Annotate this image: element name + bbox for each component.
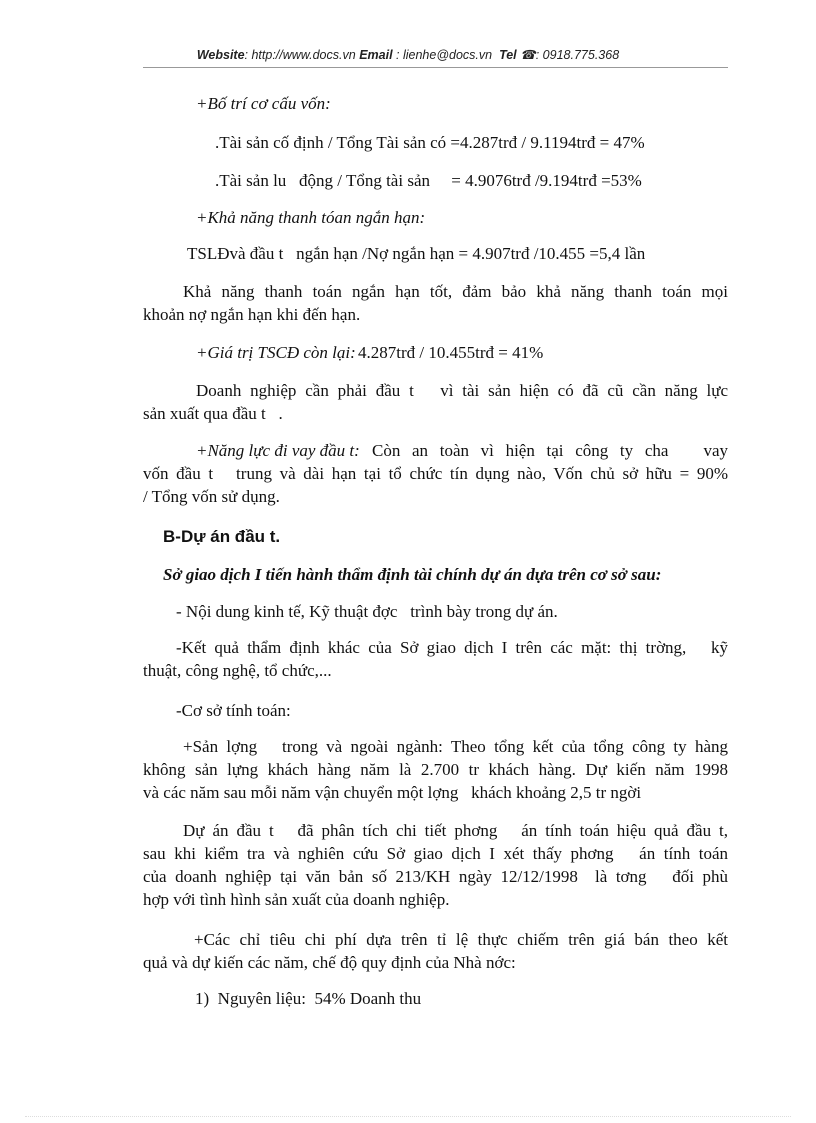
- subheading-fixed-asset-value: +Giá trị TSCĐ còn lại:: [196, 343, 356, 362]
- text-line: .Tài sản cố định / Tổng Tài sản có =4.287trđ / 9.1194trđ = 47%: [215, 133, 645, 152]
- email-label: Email: [359, 48, 393, 62]
- text-line: không sản lựng khách hàng năm là 2.700 tr khách hàng. Dự kiến năm 1998: [143, 760, 728, 779]
- text-line: / Tổng vốn sử dụng.: [143, 487, 280, 506]
- text-line: thuật, công nghệ, tổ chức,...: [143, 661, 332, 680]
- text-line: +Sản lợng trong và ngoài ngành: Theo tổng kết của tổng công ty hàng: [183, 737, 728, 756]
- section-intro: Sở giao dịch I tiến hành thẩm định tài chính dự án dựa trên cơ sở sau:: [163, 565, 662, 584]
- email-address[interactable]: : lienhe@docs.vn: [392, 48, 493, 62]
- header-divider: [143, 67, 728, 68]
- list-item: 1) Nguyên liệu: 54% Doanh thu: [195, 989, 422, 1008]
- text-line: hợp với tình hình sản xuất của doanh nghiệp.: [143, 890, 450, 909]
- section-heading: B-Dự án đầu t.: [163, 527, 281, 546]
- text-line: .Tài sản lu động / Tổng tài sản = 4.9076trđ /9.194trđ =53%: [215, 171, 642, 190]
- text-line: TSLĐvà đầu t ngắn hạn /Nợ ngắn hạn = 4.907trđ /10.455 =5,4 lần: [187, 244, 646, 263]
- text-line: sản xuất qua đầu t .: [143, 404, 283, 423]
- text-line: khoản nợ ngắn hạn khi đến hạn.: [143, 305, 361, 324]
- text-line: -Kết quả thẩm định khác của Sở giao dịch I trên các mặt: thị trờng, kỹ: [176, 638, 728, 657]
- website-url[interactable]: : http://www.docs.vn: [244, 48, 356, 62]
- page-header: [0, 47, 816, 62]
- page-bottom-divider: [25, 1116, 791, 1117]
- text-line: Còn an toàn vì hiện tại công ty cha vay: [372, 441, 728, 460]
- subheading-borrowing-capacity: +Năng lực đi vay đầu t:: [196, 441, 360, 460]
- text-line: - Nội dung kinh tế, Kỹ thuật đợc trình bày trong dự án.: [176, 602, 558, 621]
- text-line: +Các chỉ tiêu chi phí dựa trên tỉ lệ thực chiếm trên giá bán theo kết: [194, 930, 728, 949]
- subheading-capital-structure: +Bố trí cơ cấu vốn:: [196, 94, 331, 113]
- text-line: Khả năng thanh toán ngắn hạn tốt, đảm bảo khả năng thanh toán mọi: [183, 282, 728, 301]
- text-line: quả và dự kiến các năm, chế độ quy định của Nhà nớc:: [143, 953, 516, 972]
- text-line: sau khi kiểm tra và nghiên cứu Sở giao dịch I xét thấy phơng án tính toán: [143, 844, 728, 863]
- website-label: Website: [196, 48, 245, 62]
- text-line: Doanh nghiệp cần phải đầu t vì tài sản hiện có đã cũ cần năng lực: [196, 381, 728, 400]
- text-line: và các năm sau mỗi năm vận chuyển một lợng khách khoảng 2,5 tr ngời: [143, 783, 642, 802]
- phone-icon: ☎: [520, 48, 536, 62]
- text-line: Dự án đầu t đã phân tích chi tiết phơng án tính toán hiệu quả đầu t,: [183, 821, 728, 840]
- subheading-liquidity: +Khả năng thanh tóan ngắn hạn:: [196, 208, 426, 227]
- text-line: 4.287trđ / 10.455trđ = 41%: [358, 343, 544, 362]
- tel-label: Tel: [499, 48, 517, 62]
- text-line: -Cơ sở tính toán:: [176, 701, 291, 720]
- text-line: vốn đầu t trung và dài hạn tại tổ chức tín dụng nào, Vốn chủ sở hữu = 90%: [143, 464, 728, 483]
- tel-number: : 0918.775.368: [535, 48, 620, 62]
- text-line: của doanh nghiệp tại văn bản số 213/KH ngày 12/12/1998 là tơng đối phù: [143, 867, 728, 886]
